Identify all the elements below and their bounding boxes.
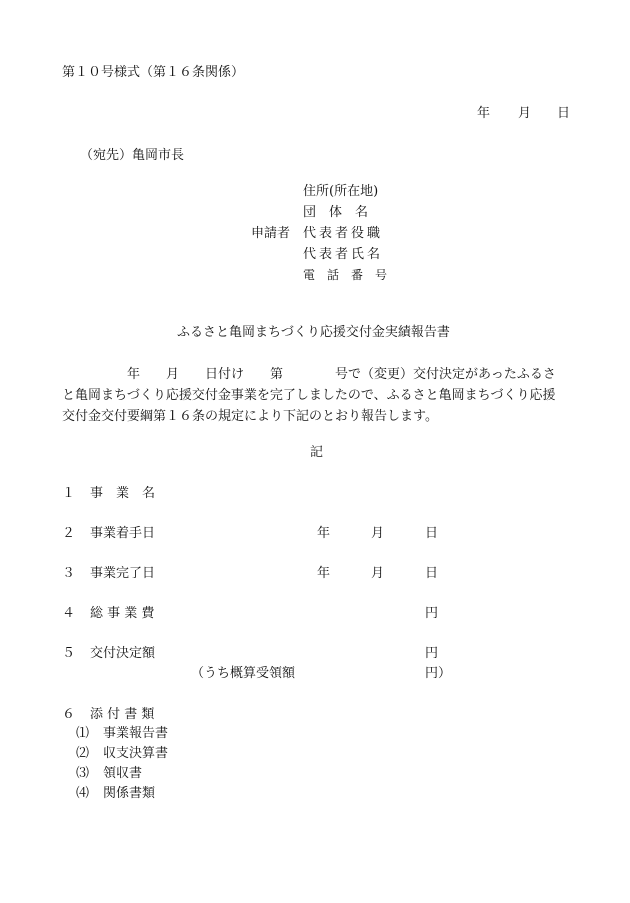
attachment-number: ⑶ [76,766,90,781]
attachment-label: 収支決算書 [103,746,169,761]
item-label: 添 付 書 類 [90,707,155,722]
item-number: １ [62,486,76,501]
item-label: 事 業 名 [90,486,156,501]
date-month: 月 [518,106,532,121]
applicant-field-rep-position: 代表者役職 [303,226,384,241]
attachment-number: ⑷ [76,786,90,801]
attachment-label: 領収書 [103,766,143,781]
item-label: 総 事 業 費 [90,606,155,621]
body-paragraph [62,364,577,427]
item-label: 事業着手日 [90,526,156,541]
form-number: 第１０号様式（第１６条関係） [62,65,245,80]
item-month: 月 [371,526,385,541]
item-number: ２ [62,526,76,541]
item-sub-label: （うち概算受領額 [191,666,296,681]
attachment-label: 事業報告書 [103,726,169,741]
item-number: ６ [62,707,76,722]
item-day: 日 [425,566,439,581]
date-year: 年 [477,106,491,121]
body-line-3: 交付金交付要綱第１６条の規定により下記のとおり報告します。 [62,409,438,424]
item-day: 日 [425,526,439,541]
body-line-1: 年 月 日付け 第 号で（変更）交付決定があったふるさ [62,367,556,382]
item-label: 事業完了日 [90,566,156,581]
item-number: ３ [62,566,76,581]
ki-heading: 記 [310,445,324,460]
document-title: ふるさと亀岡まちづくり応援交付金実績報告書 [177,325,450,340]
date-day: 日 [557,106,571,121]
applicant-field-phone: 電 話 番 号 [303,268,388,282]
applicant-field-address: 住所(所在地) [303,184,379,199]
applicant-field-rep-name: 代表者氏名 [303,247,384,262]
attachment-number: ⑴ [76,726,90,741]
attachment-label: 関係書類 [103,786,156,801]
applicant-label: 申請者 [251,226,291,241]
item-unit: 円 [425,646,439,661]
item-label: 交付決定額 [90,646,156,661]
item-year: 年 [317,526,331,541]
item-unit: 円 [425,606,439,621]
addressee: （宛先）亀岡市長 [80,148,185,163]
attachment-number: ⑵ [76,746,90,761]
item-sub-unit: 円） [425,666,452,681]
item-number: ５ [62,646,76,661]
body-line-2: と亀岡まちづくり応援交付金事業を完了しましたので、ふるさと亀岡まちづくり応援 [62,388,556,403]
item-year: 年 [317,566,331,581]
item-month: 月 [371,566,385,581]
applicant-field-org-name: 団 体 名 [303,205,369,220]
item-number: ４ [62,606,76,621]
